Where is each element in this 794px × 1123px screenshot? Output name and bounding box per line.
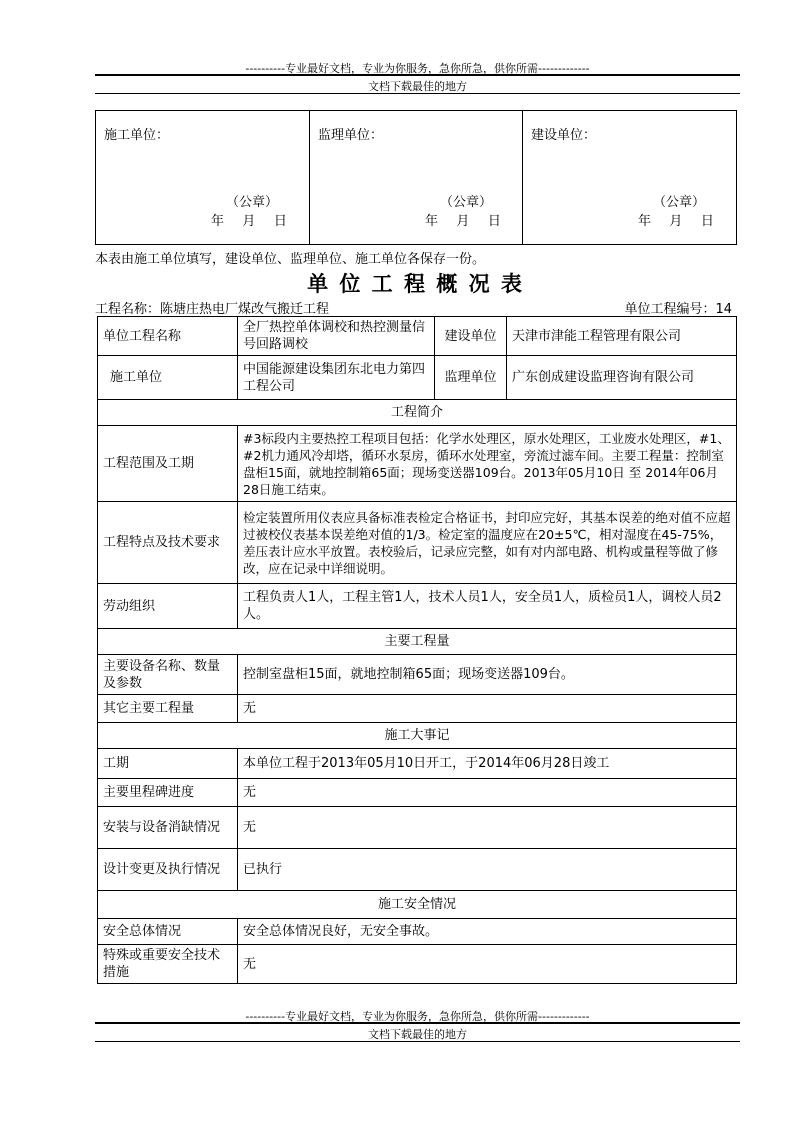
month-label: 月: [456, 214, 470, 229]
date-line: [425, 213, 507, 230]
install-label: 安装与设备消缺情况: [98, 807, 238, 849]
period-value: 本单位工程于2013年05月10日开工，于2014年06月28日竣工: [238, 749, 737, 779]
form-title: 单 位 工 程 概 况 表: [307, 272, 524, 296]
unit-name-label: 单位工程名称: [98, 317, 238, 356]
scope-value: #3标段内主要热控工程项目包括：化学水处理区，原水处理区，工业废水处理区，#1、#2机力通风冷却塔，循环水泵房，循环水处理室，旁流过滤车间。主要工程量：控制室盘柜15面，就地控制箱65面；现场变送器109台。2013年05月10日 至 2014年06月28日施工结束。: [238, 426, 737, 502]
period-label: 工期: [98, 749, 238, 779]
install-value: 无: [238, 807, 737, 849]
signature-label: 监理单位：: [318, 128, 384, 143]
other-value: 无: [238, 695, 737, 723]
month-label: 月: [669, 214, 683, 229]
milestone-value: 无: [238, 779, 737, 807]
design-value: 已执行: [238, 849, 737, 891]
header-rule-2: [95, 93, 740, 94]
header-subtitle: 文档下载最佳的地方: [368, 80, 467, 93]
equipment-value: 控制室盘柜15面，就地控制箱65面；现场变送器109台。: [238, 655, 737, 695]
footer-rule: [95, 1022, 740, 1024]
project-name: 工程名称：陈塘庄热电厂煤改气搬迁工程: [95, 302, 330, 317]
signature-table: [95, 110, 737, 245]
signature-cell-contractor: [96, 111, 310, 245]
year-label: 年: [425, 214, 439, 229]
safety-label: 安全总体情况: [98, 919, 238, 945]
supervisor-value: 广东创成建设监理咨询有限公司: [507, 356, 737, 400]
seal-text: （公章）: [653, 195, 706, 210]
year-label: 年: [638, 214, 652, 229]
year-label: 年: [211, 214, 225, 229]
footer-rule-2: [95, 1041, 740, 1042]
section-quantities: 主要工程量: [98, 629, 737, 655]
special-value: 无: [238, 945, 737, 984]
day-label: 日: [700, 214, 714, 229]
section-events: 施工大事记: [98, 723, 737, 749]
section-intro: 工程简介: [98, 400, 737, 426]
safety-value: 安全总体情况良好，无安全事故。: [238, 919, 737, 945]
month-label: 月: [242, 214, 256, 229]
day-label: 日: [273, 214, 287, 229]
labor-label: 劳动组织: [98, 584, 238, 629]
signature-cell-client: [523, 111, 737, 245]
scope-label: 工程范围及工期: [98, 426, 238, 502]
contractor-label: 施工单位: [98, 356, 238, 400]
client-value: 天津市津能工程管理有限公司: [507, 317, 737, 356]
signature-cell-supervisor: [310, 111, 523, 245]
section-safety: 施工安全情况: [98, 891, 737, 919]
footer-tagline: ----------专业最好文档，专业为你服务，急你所急，供你所需-------------: [245, 1010, 590, 1023]
milestone-label: 主要里程碑进度: [98, 779, 238, 807]
overview-table: [97, 316, 737, 984]
day-label: 日: [487, 214, 501, 229]
retention-note: 本表由施工单位填写，建设单位、监理单位、施工单位各保存一份。: [95, 252, 486, 267]
header-tagline: ----------专业最好文档，专业为你服务，急你所急，供你所需-------------: [245, 62, 590, 75]
design-label: 设计变更及执行情况: [98, 849, 238, 891]
unit-name-value: 全厂热控单体调校和热控测量信号回路调校: [238, 317, 435, 356]
equipment-label: 主要设备名称、数量及参数: [98, 655, 238, 695]
supervisor-label: 监理单位: [435, 356, 507, 400]
seal-text: （公章）: [226, 195, 279, 210]
date-line: [211, 213, 293, 230]
contractor-value: 中国能源建设集团东北电力第四工程公司: [238, 356, 435, 400]
labor-value: 工程负责人1人，工程主管1人，技术人员1人，安全员1人，质检员1人，调校人员2人。: [238, 584, 737, 629]
seal-text: （公章）: [440, 195, 493, 210]
features-value: 检定装置所用仪表应具备标准表检定合格证书，封印应完好，其基本误差的绝对值不应超过被校仪表基本误差绝对值的1/3。检定室的温度应在20±5℃，相对湿度在45-75%，差压表计应水平放置。表校验后，记录应完整，如有对内部电路、机构或量程等做了修改，应在记录中详细说明。: [238, 502, 737, 584]
header-rule: [95, 74, 740, 76]
footer-subtitle: 文档下载最佳的地方: [368, 1028, 467, 1041]
client-label: 建设单位: [435, 317, 507, 356]
date-line: [638, 213, 720, 230]
features-label: 工程特点及技术要求: [98, 502, 238, 584]
unit-code: 单位工程编号：14: [624, 302, 732, 317]
special-label: 特殊或重要安全技术措施: [98, 945, 238, 984]
signature-label: 施工单位：: [104, 128, 170, 143]
other-label: 其它主要工程量: [98, 695, 238, 723]
signature-label: 建设单位：: [531, 128, 597, 143]
